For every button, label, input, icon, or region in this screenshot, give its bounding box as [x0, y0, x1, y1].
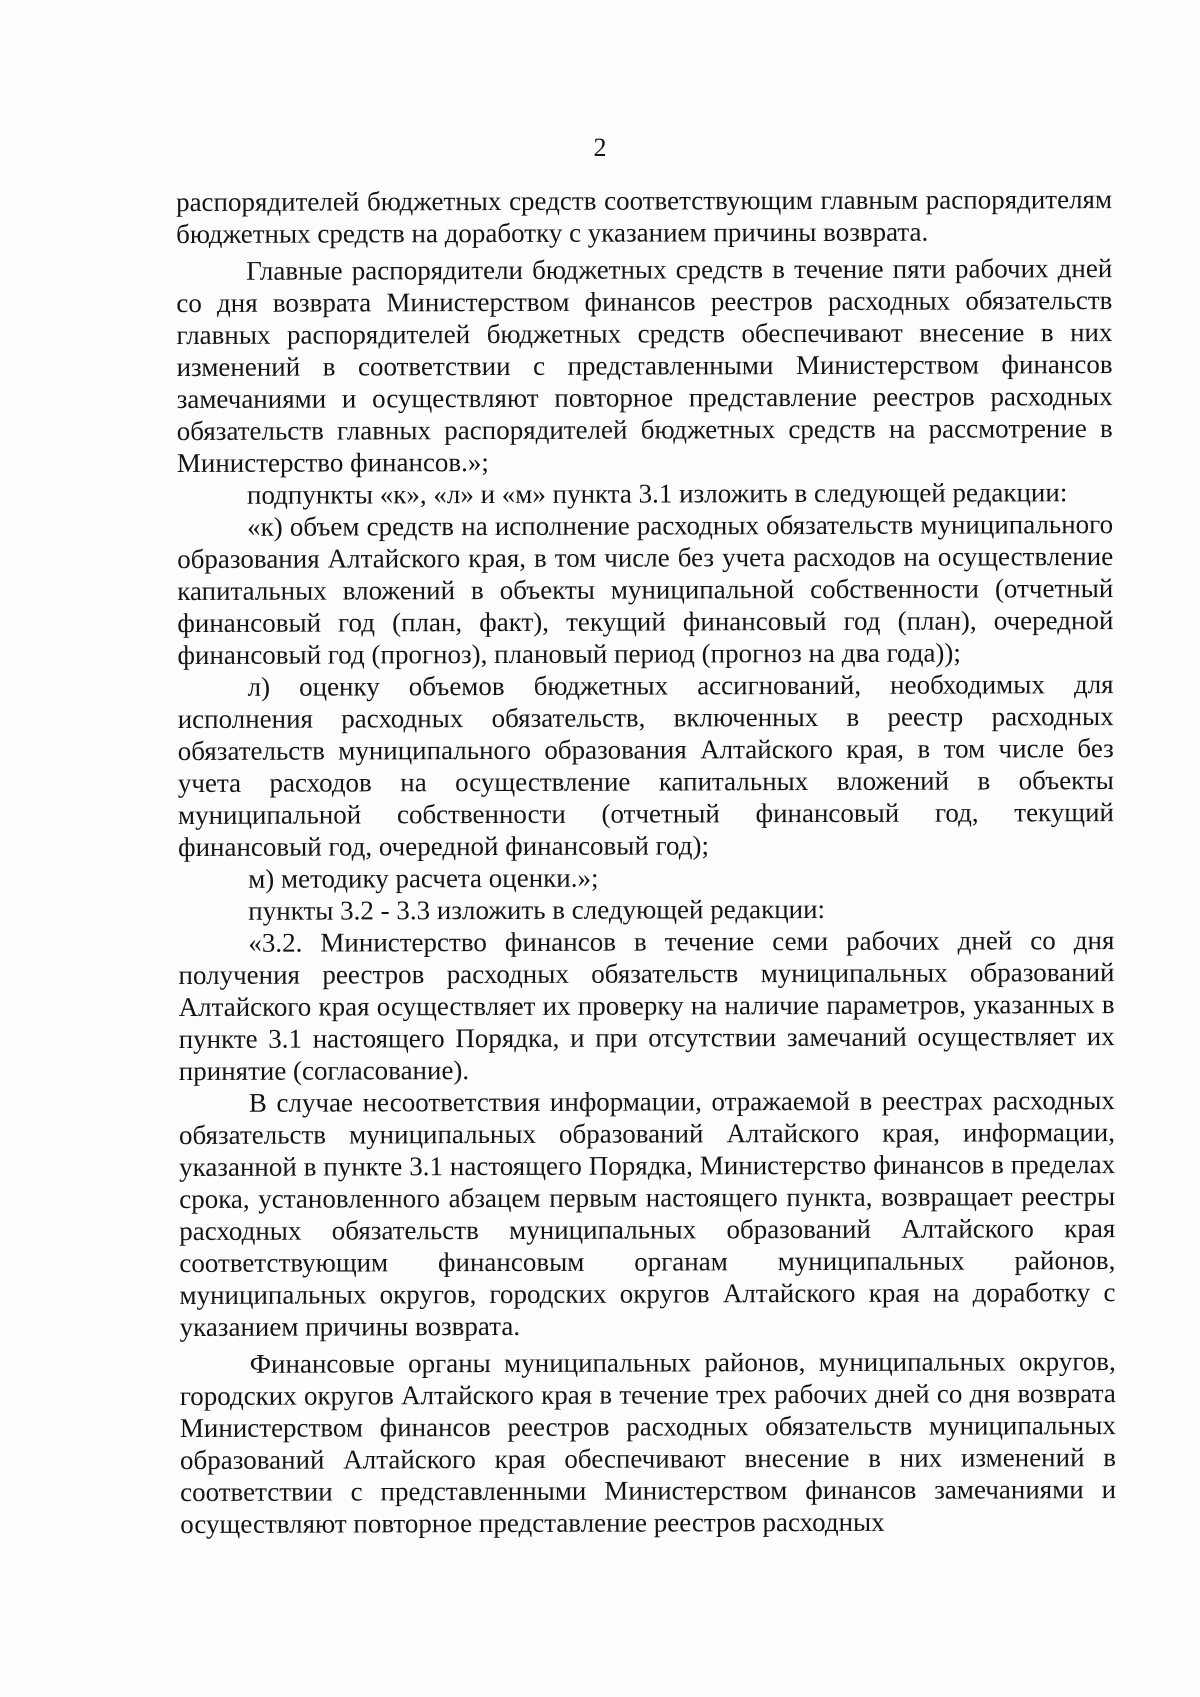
paragraph-8: «3.2. Министерство финансов в течение семи рабочих дней со дня получения реестров расходных обязательств муниципальных образований Алтайского края осуществляет их проверку на наличие параметров, указанных в пункте 3.1 настоящего Порядка, и при отсутствии замечаний осуществляет их принятие (согласование).	[178, 925, 1115, 1086]
paragraph-10: Финансовые органы муниципальных районов, муниципальных округов, городских округов Алтайского края в течение трех рабочих дней со дня возврата Министерством финансов реестров расходных обязательств муниципальных образований Алтайского края обеспечивают внесение в них изменений в соответствии с представленными Министерством финансов замечаниями и осуществляют повторное представление реестров расходных	[179, 1346, 1117, 1539]
paragraph-3: подпункты «к», «л» и «м» пункта 3.1 изложить в следующей редакции:	[246, 477, 1068, 510]
paragraph-6: м) методику расчета оценки.»;	[248, 862, 599, 894]
page-number: 2	[593, 133, 607, 162]
paragraph-7: пункты 3.2 - 3.3 изложить в следующей редакции:	[248, 893, 826, 926]
paragraph-9: В случае несоответствия информации, отражаемой в реестрах расходных обязательств муниципальных образований Алтайского края, информации, указанной в пункте 3.1 настоящего Порядка, Министерство финансов в пределах срока, установленного абзацем первым настоящего пункта, возвращает реестры расходных обязательств муниципальных образований Алтайского края соответствующим финансовым органам муниципальных районов, муниципальных округов, городских округов Алтайского края на доработку с указанием причины возврата.	[178, 1085, 1116, 1342]
paragraph-4: «к) объем средств на исполнение расходных обязательств муниципального образования Алтайского края, в том числе без учета расходов на осуществление капитальных вложений в объекты муниципальной собственности (отчетный финансовый год (план, факт), текущий финансовый год (план), очередной финансовый год (прогноз), плановый период (прогноз на два года));	[177, 509, 1114, 670]
paragraph-5: л) оценку объемов бюджетных ассигнований, необходимых для исполнения расходных обязательств, включенных в реестр расходных обязательств муниципального образования Алтайского края, в том числе без учета расходов на осуществление капитальных вложений в объекты муниципальной собственности (отчетный финансовый год, текущий финансовый год, очередной финансовый год);	[177, 669, 1115, 862]
document-body	[176, 183, 1116, 1540]
paragraph-2: Главные распорядители бюджетных средств в течение пяти рабочих дней со дня возврата Министерством финансов реестров расходных обязательств главных распорядителей бюджетных средств обеспечивают внесение в них изменений в соответствии с представленными Министерством финансов замечаниями и осуществляют повторное представление реестров расходных обязательств главных распорядителей бюджетных средств на рассмотрение в Министерство финансов.»;	[176, 253, 1113, 478]
paragraph-1: распорядителей бюджетных средств соответствующим главным распорядителям бюджетных средств на доработку с указанием причины возврата.	[176, 184, 1113, 249]
